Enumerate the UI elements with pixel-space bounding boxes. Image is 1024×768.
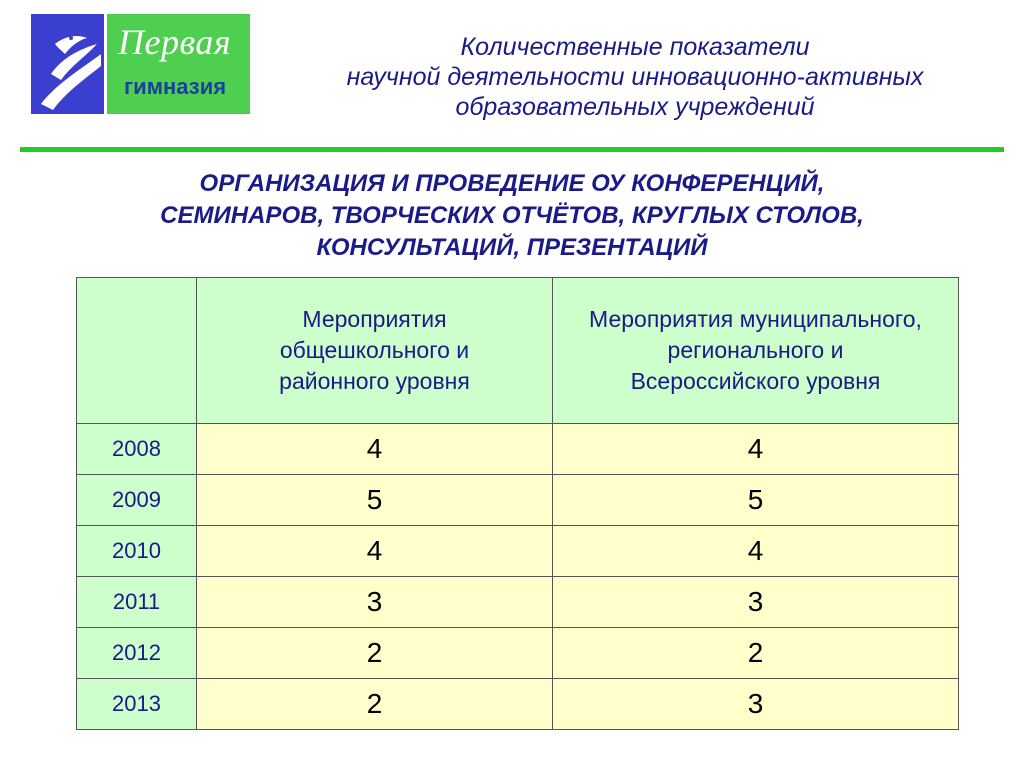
regional-level-cell: 5	[553, 475, 959, 526]
section-title-line: ОРГАНИЗАЦИЯ И ПРОВЕДЕНИЕ ОУ КОНФЕРЕНЦИЙ,	[199, 170, 825, 197]
page-title	[265, 32, 1005, 122]
regional-level-cell: 3	[553, 679, 959, 730]
school-level-cell: 4	[197, 526, 553, 577]
school-level-cell: 2	[197, 628, 553, 679]
regional-level-cell: 3	[553, 577, 959, 628]
events-table	[76, 277, 959, 730]
header-year	[77, 278, 197, 424]
year-cell: 2013	[77, 679, 197, 730]
header-divider	[20, 147, 1004, 152]
table-header-row	[77, 278, 959, 424]
section-title-line: СЕМИНАРОВ, ТВОРЧЕСКИХ ОТЧЁТОВ, КРУГЛЫХ СТОЛОВ,	[160, 202, 864, 229]
logo-subtitle: гимназия	[124, 74, 227, 99]
table-row	[77, 424, 959, 475]
school-level-cell: 5	[197, 475, 553, 526]
section-title-line: КОНСУЛЬТАЦИЙ, ПРЕЗЕНТАЦИЙ	[316, 234, 708, 261]
logo	[107, 14, 250, 114]
table-row	[77, 475, 959, 526]
table-row	[77, 679, 959, 730]
year-cell: 2011	[77, 577, 197, 628]
header-regional-level-text: Мероприятия муниципального, регионального и Всероссийского уровня	[589, 306, 922, 394]
school-level-cell: 4	[197, 424, 553, 475]
page-title-line: Количественные показатели	[460, 33, 810, 61]
school-level-cell: 3	[197, 577, 553, 628]
year-cell: 2012	[77, 628, 197, 679]
table-row	[77, 577, 959, 628]
year-cell: 2010	[77, 526, 197, 577]
page-title-line: научной деятельности инновационно-активных	[346, 63, 924, 91]
school-level-cell: 2	[197, 679, 553, 730]
regional-level-cell: 4	[553, 526, 959, 577]
table-row	[77, 526, 959, 577]
header-school-level-text: Мероприятия общешкольного и районного уровня	[279, 306, 470, 394]
logo-title: Первая	[118, 22, 232, 62]
regional-level-cell: 4	[553, 424, 959, 475]
page-title-line: образовательных учреждений	[455, 93, 815, 121]
year-cell: 2009	[77, 475, 197, 526]
logo-emblem	[31, 14, 104, 114]
table-row	[77, 628, 959, 679]
section-title	[60, 168, 964, 264]
header-school-level	[197, 278, 553, 424]
header-regional-level	[553, 278, 959, 424]
dove-hand-icon	[31, 14, 104, 114]
regional-level-cell: 2	[553, 628, 959, 679]
year-cell: 2008	[77, 424, 197, 475]
